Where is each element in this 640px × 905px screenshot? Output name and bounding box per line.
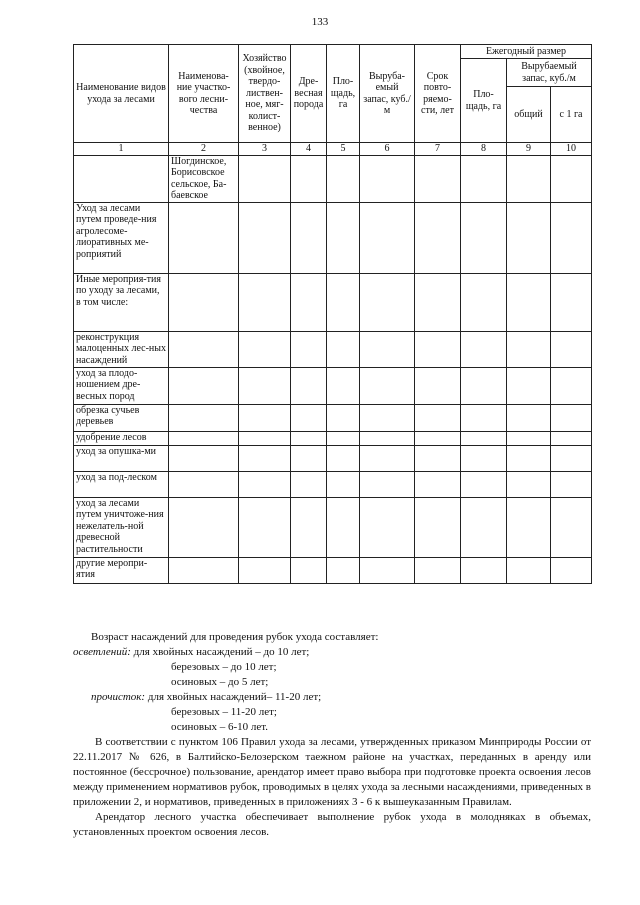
table-row bbox=[74, 404, 592, 431]
column-number: 8 bbox=[461, 143, 507, 156]
header-annual-size: Ежегодный размер bbox=[461, 45, 592, 59]
page-number: 133 bbox=[311, 16, 329, 28]
header-per-ha: с 1 га bbox=[551, 87, 592, 143]
row-label: удобрение лесов bbox=[74, 431, 169, 445]
header-area: Пло-щадь, га bbox=[327, 45, 360, 143]
table-row bbox=[74, 202, 592, 273]
header-forestry-name: Наименова-ние участко-вого лесни-чества bbox=[169, 45, 239, 143]
row-label: Иные мероприя-тия по уходу за лесами, в том числе: bbox=[74, 273, 169, 331]
column-number: 3 bbox=[239, 143, 291, 156]
column-number: 4 bbox=[291, 143, 327, 156]
row-label: Уход за лесами путем проведе-ния агролесоме-лиоративных ме-роприятий bbox=[74, 202, 169, 273]
column-number: 9 bbox=[507, 143, 551, 156]
row-label: уход за плодо-ношением дре-весных пород bbox=[74, 367, 169, 404]
header-annual-felled-stock: Вырубаемый запас, куб./м bbox=[507, 59, 592, 87]
clarify-birch: березовых – до 10 лет; bbox=[171, 661, 277, 673]
care-table bbox=[73, 44, 592, 584]
header-total: общий bbox=[507, 87, 551, 143]
header-tree-species: Дре-весная порода bbox=[291, 45, 327, 143]
row-label bbox=[74, 155, 169, 202]
column-number: 10 bbox=[551, 143, 592, 156]
table-row bbox=[74, 367, 592, 404]
header-felled-stock: Выруба-емый запас, куб./м bbox=[360, 45, 415, 143]
clean-conifer: для хвойных насаждений– 11-20 лет; bbox=[147, 691, 322, 703]
row-label: уход за лесами путем уничтоже-ния нежелатель-ной древесной растительности bbox=[74, 497, 169, 557]
age-intro: Возраст насаждений для проведения рубок ухода составляет: bbox=[91, 631, 379, 643]
paragraph-rules: В соответствии с пунктом 106 Правил ухода за лесами, утвержденных приказом Минприроды России от 22.11.2017 № 626, в Балтийско-Белозерском таежном районе на участках, переданных в аренду или постоянное (бессрочное) пользование, арендатор имеет право выбора при подготовке проекта освоения лесов между применением нормативов рубок, проводимых в целях ухода за лесными насаждениями, приведенных в приложении 2, и нормативов, приведенных в приложениях 3 - 6 к вышеуказанным Правилам. bbox=[73, 736, 591, 808]
table-row bbox=[74, 331, 592, 367]
row-label: уход за под-леском bbox=[74, 471, 169, 497]
body-text bbox=[73, 630, 591, 840]
column-number: 1 bbox=[74, 143, 169, 156]
column-number: 7 bbox=[415, 143, 461, 156]
row-label: другие меропри-ятия bbox=[74, 557, 169, 583]
clean-label: прочисток: bbox=[91, 691, 146, 703]
table-row bbox=[74, 471, 592, 497]
table-row bbox=[74, 445, 592, 471]
table-row bbox=[74, 557, 592, 583]
table-row bbox=[74, 497, 592, 557]
header-care-type: Наименование видов ухода за лесами bbox=[74, 45, 169, 143]
clarify-label: осветлений: bbox=[73, 646, 131, 658]
table-row bbox=[74, 155, 592, 202]
row-label: обрезка сучьев деревьев bbox=[74, 404, 169, 431]
clarify-aspen: осиновых – до 5 лет; bbox=[171, 676, 269, 688]
clean-aspen: осиновых – 6-10 лет. bbox=[171, 721, 269, 733]
column-number-row bbox=[74, 143, 592, 156]
table-row bbox=[74, 431, 592, 445]
clarify-conifer: для хвойных насаждений – до 10 лет; bbox=[133, 646, 310, 658]
column-number: 6 bbox=[360, 143, 415, 156]
column-number: 2 bbox=[169, 143, 239, 156]
clean-birch: березовых – 11-20 лет; bbox=[171, 706, 277, 718]
header-economy: Хозяйство (хвойное, твердо-листвен-ное, мяг-колист-венное) bbox=[239, 45, 291, 143]
table-row bbox=[74, 273, 592, 331]
column-number: 5 bbox=[327, 143, 360, 156]
paragraph-tenant: Арендатор лесного участка обеспечивает выполнение рубок ухода в молодняках в объемах, установленных проектом освоения лесов. bbox=[73, 811, 591, 838]
forestry-name: Шогдинское, Борисовское сельское, Ба-баевское bbox=[169, 155, 239, 202]
row-label: уход за опушка-ми bbox=[74, 445, 169, 471]
header-repeat-period: Срок повто-ряемо-сти, лет bbox=[415, 45, 461, 143]
header-annual-area: Пло-щадь, га bbox=[461, 59, 507, 143]
row-label: реконструкция малоценных лес-ных насаждений bbox=[74, 331, 169, 367]
